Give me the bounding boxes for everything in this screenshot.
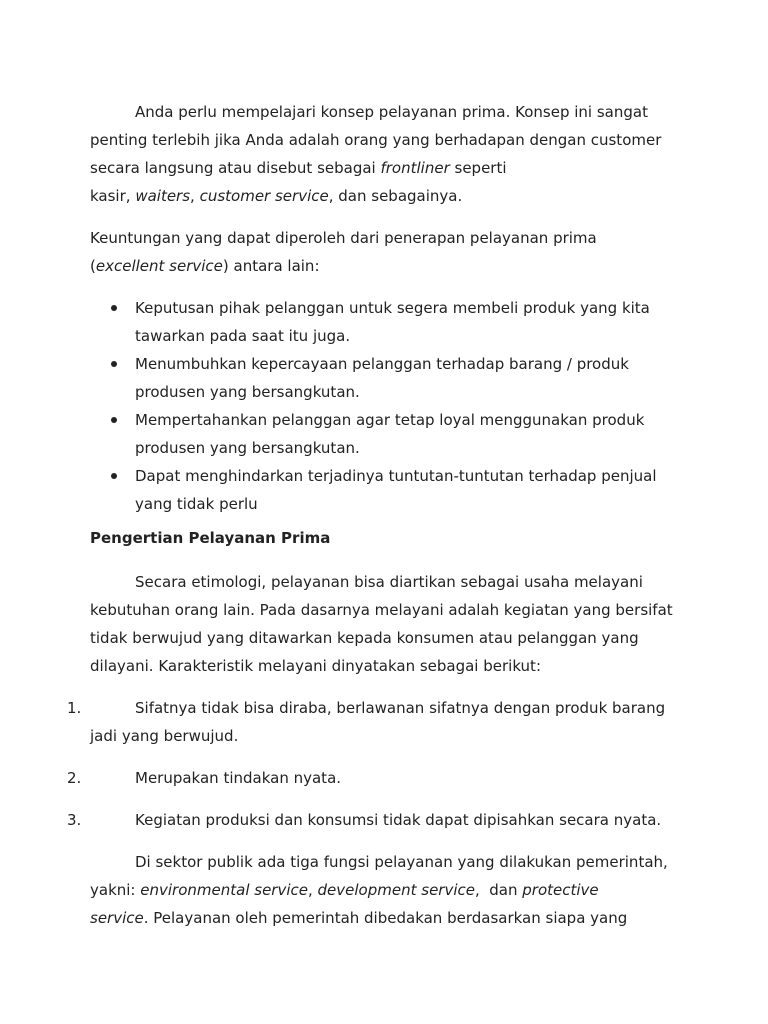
list-number: 1. <box>67 699 82 717</box>
list-item-line: Dapat menghindarkan terjadinya tuntutan-tuntutan terhadap penjual <box>135 467 657 485</box>
italic-term: service <box>90 909 144 927</box>
paragraph-line: Keuntungan yang dapat diperoleh dari penerapan pelayanan prima <box>90 229 597 247</box>
paragraph-line: kebutuhan orang lain. Pada dasarnya melayani adalah kegiatan yang bersifat <box>90 601 673 619</box>
bullet-icon <box>111 361 117 367</box>
paragraph-line <box>90 256 320 276</box>
text-segment: yakni: <box>90 881 141 899</box>
bullet-icon <box>111 473 117 479</box>
paragraph-line: Anda perlu mempelajari konsep pelayanan prima. Konsep ini sangat <box>135 103 648 121</box>
list-number: 3. <box>67 811 82 829</box>
list-item-line: Menumbuhkan kepercayaan pelanggan terhadap barang / produk <box>135 355 629 373</box>
text-segment: , <box>307 881 318 899</box>
bullet-icon <box>111 417 117 423</box>
list-item-line: tawarkan pada saat itu juga. <box>135 327 351 345</box>
paragraph-line <box>90 158 507 178</box>
paragraph-line <box>90 908 627 928</box>
italic-term: protective <box>522 881 599 899</box>
paragraph-line: Secara etimologi, pelayanan bisa diartikan sebagai usaha melayani <box>135 573 643 591</box>
list-item-line: Keputusan pihak pelanggan untuk segera membeli produk yang kita <box>135 299 650 317</box>
italic-term: excellent service <box>95 257 223 275</box>
text-segment: secara langsung atau disebut sebagai <box>90 159 381 177</box>
list-number: 2. <box>67 769 82 787</box>
text-segment: . Pelayanan oleh pemerintah dibedakan berdasarkan siapa yang <box>143 909 628 927</box>
section-heading: Pengertian Pelayanan Prima <box>90 529 331 547</box>
paragraph-line <box>90 880 599 900</box>
bullet-icon <box>111 305 117 311</box>
list-item-line: Kegiatan produksi dan konsumsi tidak dapat dipisahkan secara nyata. <box>135 811 662 829</box>
italic-term: waiters <box>135 187 191 205</box>
text-segment: , dan <box>474 881 523 899</box>
italic-term: environmental service <box>140 881 308 899</box>
list-item-line: Merupakan tindakan nyata. <box>135 769 342 787</box>
list-item-line: jadi yang berwujud. <box>90 727 239 745</box>
list-item-line: Mempertahankan pelanggan agar tetap loyal menggunakan produk <box>135 411 645 429</box>
italic-term: frontliner <box>380 159 450 177</box>
paragraph-line: penting terlebih jika Anda adalah orang yang berhadapan dengan customer <box>90 131 662 149</box>
list-item-line: produsen yang bersangkutan. <box>135 383 360 401</box>
paragraph-line <box>90 186 462 206</box>
italic-term: customer service <box>199 187 329 205</box>
text-segment: seperti <box>449 159 507 177</box>
paragraph-line: dilayani. Karakteristik melayani dinyatakan sebagai berikut: <box>90 657 541 675</box>
list-item-line: Sifatnya tidak bisa diraba, berlawanan sifatnya dengan produk barang <box>135 699 666 717</box>
text-segment: , <box>190 187 200 205</box>
text-segment: kasir, <box>90 187 136 205</box>
text-segment: ( <box>90 257 96 275</box>
text-segment: , dan sebagainya. <box>328 187 463 205</box>
list-item-line: yang tidak perlu <box>135 495 258 513</box>
list-item-line: produsen yang bersangkutan. <box>135 439 360 457</box>
italic-term: development service <box>317 881 475 899</box>
paragraph-line: Di sektor publik ada tiga fungsi pelayanan yang dilakukan pemerintah, <box>135 853 668 871</box>
text-segment: ) antara lain: <box>222 257 320 275</box>
paragraph-line: tidak berwujud yang ditawarkan kepada konsumen atau pelanggan yang <box>90 629 639 647</box>
